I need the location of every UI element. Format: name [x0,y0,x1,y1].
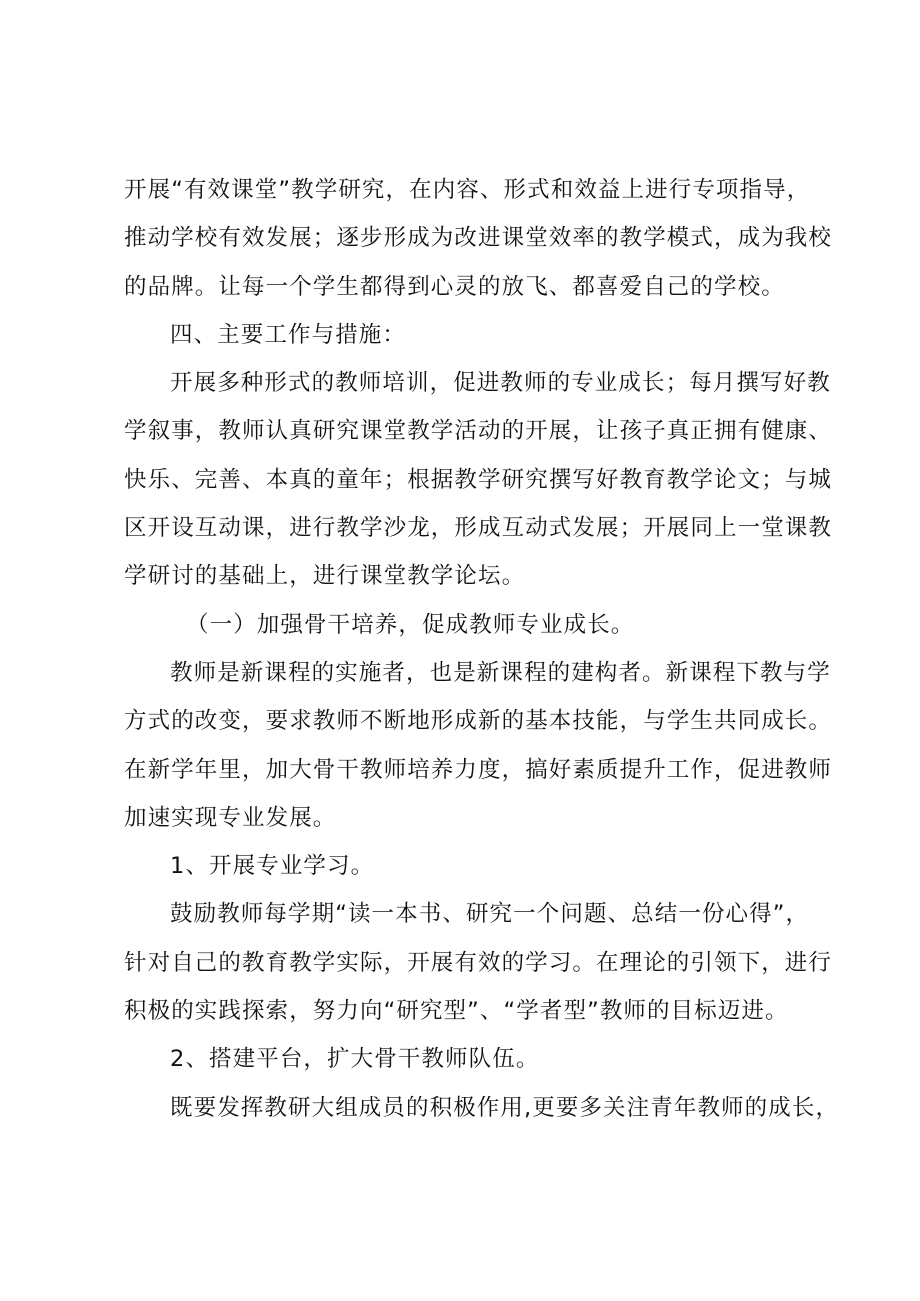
paragraph-line: 推动学校有效发展；逐步形成为改进课堂效率的教学模式，成为我校 [124,225,833,252]
paragraph-line: 在新学年里，加大骨干教师培养力度，搞好素质提升工作，促进教师 [124,756,833,783]
document-body [124,166,840,1132]
item-heading: 1、开展专业学习。 [170,853,375,880]
paragraph-line: 方式的改变，要求教师不断地形成新的基本技能，与学生共同成长。 [124,708,833,735]
paragraph-line: 开展“有效课堂”教学研究，在内容、形式和效益上进行专项指导， [124,177,811,203]
paragraph-line: 教师是新课程的实施者，也是新课程的建构者。新课程下教与学 [170,659,831,686]
paragraph-line: 学叙事，教师认真研究课堂教学活动的开展，让孩子真正拥有健康、 [124,418,833,445]
subsection-heading: （一）加强骨干培养，促成教师专业成长。 [186,611,635,638]
paragraph-line: 既要发挥教研大组成员的积极作用,更要多关注青年教师的成长， [170,1094,840,1121]
paragraph-line: 的品牌。让每一个学生都得到心灵的放飞、都喜爱自己的学校。 [124,273,785,300]
paragraph-line: 快乐、完善、本真的童年；根据教学研究撰写好教育教学论文；与城 [124,466,833,493]
paragraph-line: 区开设互动课，进行教学沙龙，形成互动式发展；开展同上一堂课教 [124,515,833,542]
item-heading: 2、搭建平台，扩大骨干教师队伍。 [170,1046,540,1073]
paragraph-line: 鼓励教师每学期“读一本书、研究一个问题、总结一份心得”， [170,901,810,928]
paragraph-line: 加速实现专业发展。 [124,804,337,831]
paragraph-line: 针对自己的教育教学实际，开展有效的学习。在理论的引领下，进行 [124,949,833,976]
paragraph-line: 积极的实践探索，努力向“研究型”、“学者型”教师的目标迈进。 [124,998,789,1025]
paragraph-line: 学研讨的基础上，进行课堂教学论坛。 [124,563,526,590]
section-heading: 四、主要工作与措施： [170,321,407,348]
paragraph-line: 开展多种形式的教师培训，促进教师的专业成长；每月撰写好教 [170,370,831,397]
